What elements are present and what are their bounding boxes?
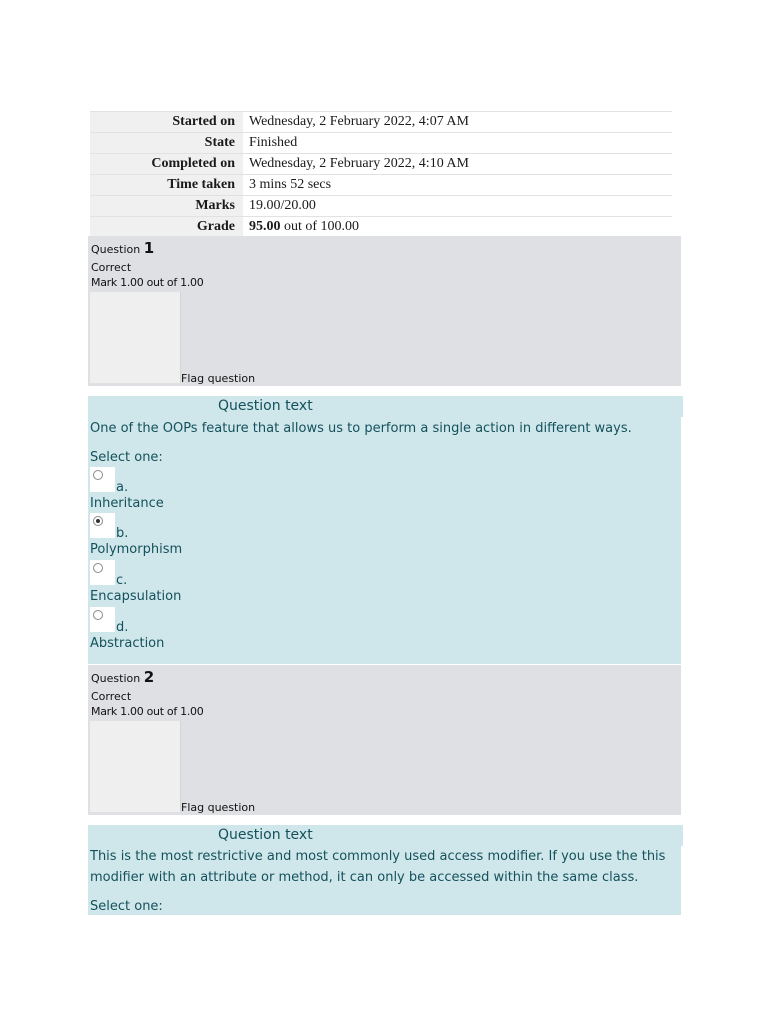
option-letter: c. <box>116 573 128 588</box>
radio-container <box>90 467 115 492</box>
radio-container <box>90 607 115 632</box>
option-answer: Inheritance <box>90 496 164 511</box>
option-letter: a. <box>116 480 129 495</box>
summary-label: Completed on <box>90 154 243 175</box>
question-2-info <box>88 665 681 815</box>
option-b[interactable] <box>90 513 290 560</box>
summary-value: 3 mins 52 secs <box>243 175 672 196</box>
summary-value: Finished <box>243 133 672 154</box>
question-state: Correct <box>91 690 132 703</box>
question-text-line-2: modifier with an attribute or method, it can only be accessed within the same class. <box>90 870 639 885</box>
grade-suffix: out of 100.00 <box>284 219 360 234</box>
question-1-info <box>88 236 681 386</box>
summary-label: Time taken <box>90 175 243 196</box>
question-title <box>91 239 154 257</box>
radio-button-d[interactable] <box>93 610 103 620</box>
option-answer: Polymorphism <box>90 542 183 557</box>
summary-value: Wednesday, 2 February 2022, 4:10 AM <box>243 154 672 175</box>
question-2-content <box>88 825 681 915</box>
summary-label: Marks <box>90 196 243 217</box>
question-number: 1 <box>143 239 155 257</box>
radio-container <box>90 513 115 538</box>
flag-question-link[interactable]: Flag question <box>181 372 256 385</box>
summary-row-started-on <box>90 112 672 133</box>
summary-value: Wednesday, 2 February 2022, 4:07 AM <box>243 112 672 133</box>
question-mark: Mark 1.00 out of 1.00 <box>91 276 204 289</box>
question-text-heading: Question text <box>216 825 683 846</box>
summary-row-completed-on <box>90 154 672 175</box>
question-title-prefix: Question <box>91 243 141 256</box>
radio-container <box>90 560 115 585</box>
question-text: One of the OOPs feature that allows us to perform a single action in different ways. <box>90 421 632 436</box>
question-1-content <box>88 396 681 664</box>
question-text-heading: Question text <box>216 396 683 417</box>
summary-row-marks <box>90 196 672 217</box>
flag-icon[interactable] <box>90 721 181 812</box>
flag-question-link[interactable]: Flag question <box>181 801 256 814</box>
question-title <box>91 668 154 686</box>
question-state: Correct <box>91 261 132 274</box>
select-one-label: Select one: <box>90 899 163 914</box>
summary-value: 19.00/20.00 <box>243 196 672 217</box>
summary-label: Started on <box>90 112 243 133</box>
option-letter: b. <box>116 526 129 541</box>
summary-row-grade <box>90 217 672 238</box>
option-letter: d. <box>116 620 129 635</box>
flag-icon[interactable] <box>90 292 181 383</box>
question-text-line-1: This is the most restrictive and most commonly used access modifier. If you use the this <box>90 849 666 864</box>
question-title-prefix: Question <box>91 672 141 685</box>
attempt-summary-table <box>90 111 672 238</box>
summary-row-time-taken <box>90 175 672 196</box>
summary-label: State <box>90 133 243 154</box>
summary-value <box>243 217 672 238</box>
summary-row-state <box>90 133 672 154</box>
select-one-label: Select one: <box>90 450 163 465</box>
radio-button-b[interactable] <box>93 516 103 526</box>
question-mark: Mark 1.00 out of 1.00 <box>91 705 204 718</box>
option-answer: Abstraction <box>90 636 165 651</box>
question-number: 2 <box>143 668 155 686</box>
option-c[interactable] <box>90 560 290 607</box>
radio-button-c[interactable] <box>93 563 103 573</box>
option-d[interactable] <box>90 607 290 654</box>
option-a[interactable] <box>90 467 290 514</box>
radio-button-a[interactable] <box>93 470 103 480</box>
summary-label: Grade <box>90 217 243 238</box>
option-answer: Encapsulation <box>90 589 182 604</box>
grade-value: 95.00 <box>249 219 281 234</box>
